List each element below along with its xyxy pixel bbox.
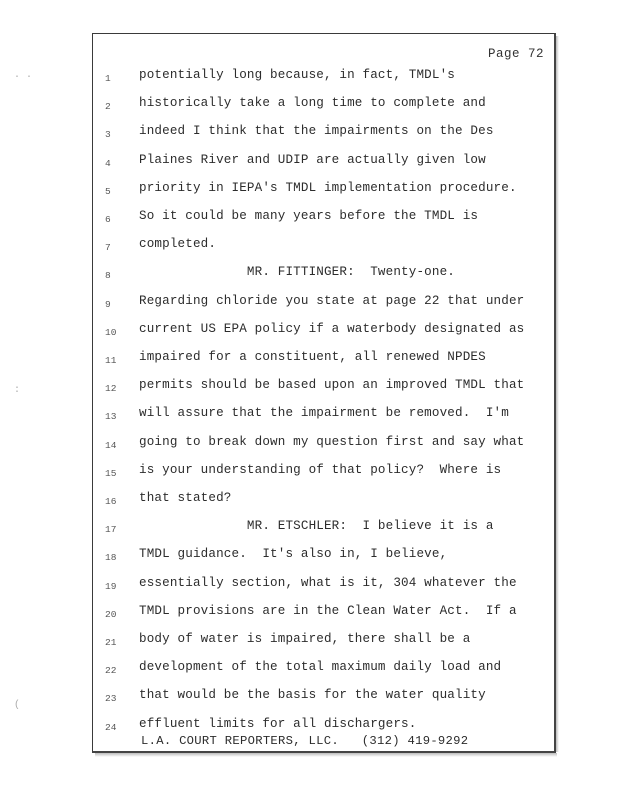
line-text: going to break down my question first and say what (139, 434, 525, 449)
transcript-line (93, 350, 554, 378)
line-text: priority in IEPA's TMDL implementation procedure. (139, 180, 517, 195)
line-number: 7 (105, 242, 111, 254)
line-text: that would be the basis for the water quality (139, 688, 486, 703)
margin-speck: ( (14, 700, 21, 711)
line-text: TMDL provisions are in the Clean Water Act. If a (139, 603, 517, 618)
transcript-line (93, 547, 554, 575)
transcript-line (93, 322, 554, 350)
reporter-footer: L.A. COURT REPORTERS, LLC. (312) 419-9292 (141, 734, 469, 748)
transcript-line (93, 491, 554, 519)
line-number: 22 (105, 665, 117, 677)
margin-speck: : (14, 385, 21, 396)
page-bottom-shadow (95, 753, 557, 757)
line-number: 6 (105, 214, 111, 225)
transcript-line (93, 68, 554, 96)
transcript-line (93, 153, 554, 181)
line-number: 14 (105, 439, 117, 451)
line-number: 9 (105, 298, 111, 310)
line-number: 16 (105, 496, 117, 507)
line-text: So it could be many years before the TMDL is (139, 209, 479, 223)
line-text: TMDL guidance. It's also in, I believe, (139, 547, 448, 562)
line-text: Regarding chloride you state at page 22 that under (139, 293, 525, 308)
line-text: development of the total maximum daily load and (139, 660, 502, 675)
line-text: will assure that the impairment be removed. I'm (139, 406, 509, 421)
line-text: historically take a long time to complete and (139, 96, 486, 111)
transcript-line (93, 519, 554, 547)
line-text: current US EPA policy if a waterbody designated as (139, 321, 525, 336)
transcript-line (93, 688, 554, 716)
line-number: 18 (105, 552, 117, 564)
line-number: 12 (105, 383, 117, 395)
line-number: 8 (105, 270, 111, 282)
line-number: 13 (105, 411, 117, 423)
transcript-line (93, 435, 554, 463)
line-number: 24 (105, 721, 117, 733)
line-number: 17 (105, 524, 117, 536)
line-number: 15 (105, 467, 117, 479)
page-edge-shadow (556, 36, 559, 752)
line-text: essentially section, what is it, 304 whatever the (139, 575, 517, 590)
transcript-line (93, 124, 554, 152)
line-text: effluent limits for all dischargers. (139, 716, 417, 731)
transcript-line (93, 660, 554, 688)
line-number: 21 (105, 637, 117, 648)
line-number: 5 (105, 185, 111, 197)
transcript-line (93, 265, 554, 293)
line-number: 1 (105, 73, 111, 84)
line-text: potentially long because, in fact, TMDL's (139, 68, 456, 82)
line-number: 19 (105, 580, 117, 592)
line-text: is your understanding of that policy? Where is (139, 462, 502, 477)
line-text: completed. (139, 237, 217, 252)
margin-speck: · · (14, 72, 33, 83)
transcript-line (93, 294, 554, 322)
line-number: 3 (105, 129, 111, 141)
transcript-line (93, 237, 554, 265)
line-number: 4 (105, 157, 111, 169)
transcript-line (93, 209, 554, 237)
transcript-line (93, 576, 554, 604)
transcript-line (93, 96, 554, 124)
transcript-page (92, 33, 556, 753)
line-text: permits should be based upon an improved TMDL that (139, 378, 525, 393)
line-number: 2 (105, 101, 111, 113)
line-text: Plaines River and UDIP are actually given low (139, 152, 486, 167)
line-text: body of water is impaired, there shall be a (139, 632, 471, 646)
line-number: 11 (105, 355, 117, 366)
line-text: indeed I think that the impairments on the Des (139, 124, 494, 139)
transcript-line (93, 463, 554, 491)
line-text: impaired for a constituent, all renewed NPDES (139, 350, 486, 364)
page-number: Page 72 (487, 47, 544, 61)
line-text: that stated? (139, 491, 232, 505)
line-text: MR. ETSCHLER: I believe it is a (139, 519, 494, 534)
line-text: MR. FITTINGER: Twenty-one. (139, 265, 456, 280)
line-number: 20 (105, 608, 117, 620)
transcript-line (93, 604, 554, 632)
transcript-line (93, 632, 554, 660)
transcript-line (93, 378, 554, 406)
line-number: 10 (105, 326, 117, 338)
transcript-line (93, 406, 554, 434)
line-number: 23 (105, 693, 117, 705)
transcript-line (93, 181, 554, 209)
